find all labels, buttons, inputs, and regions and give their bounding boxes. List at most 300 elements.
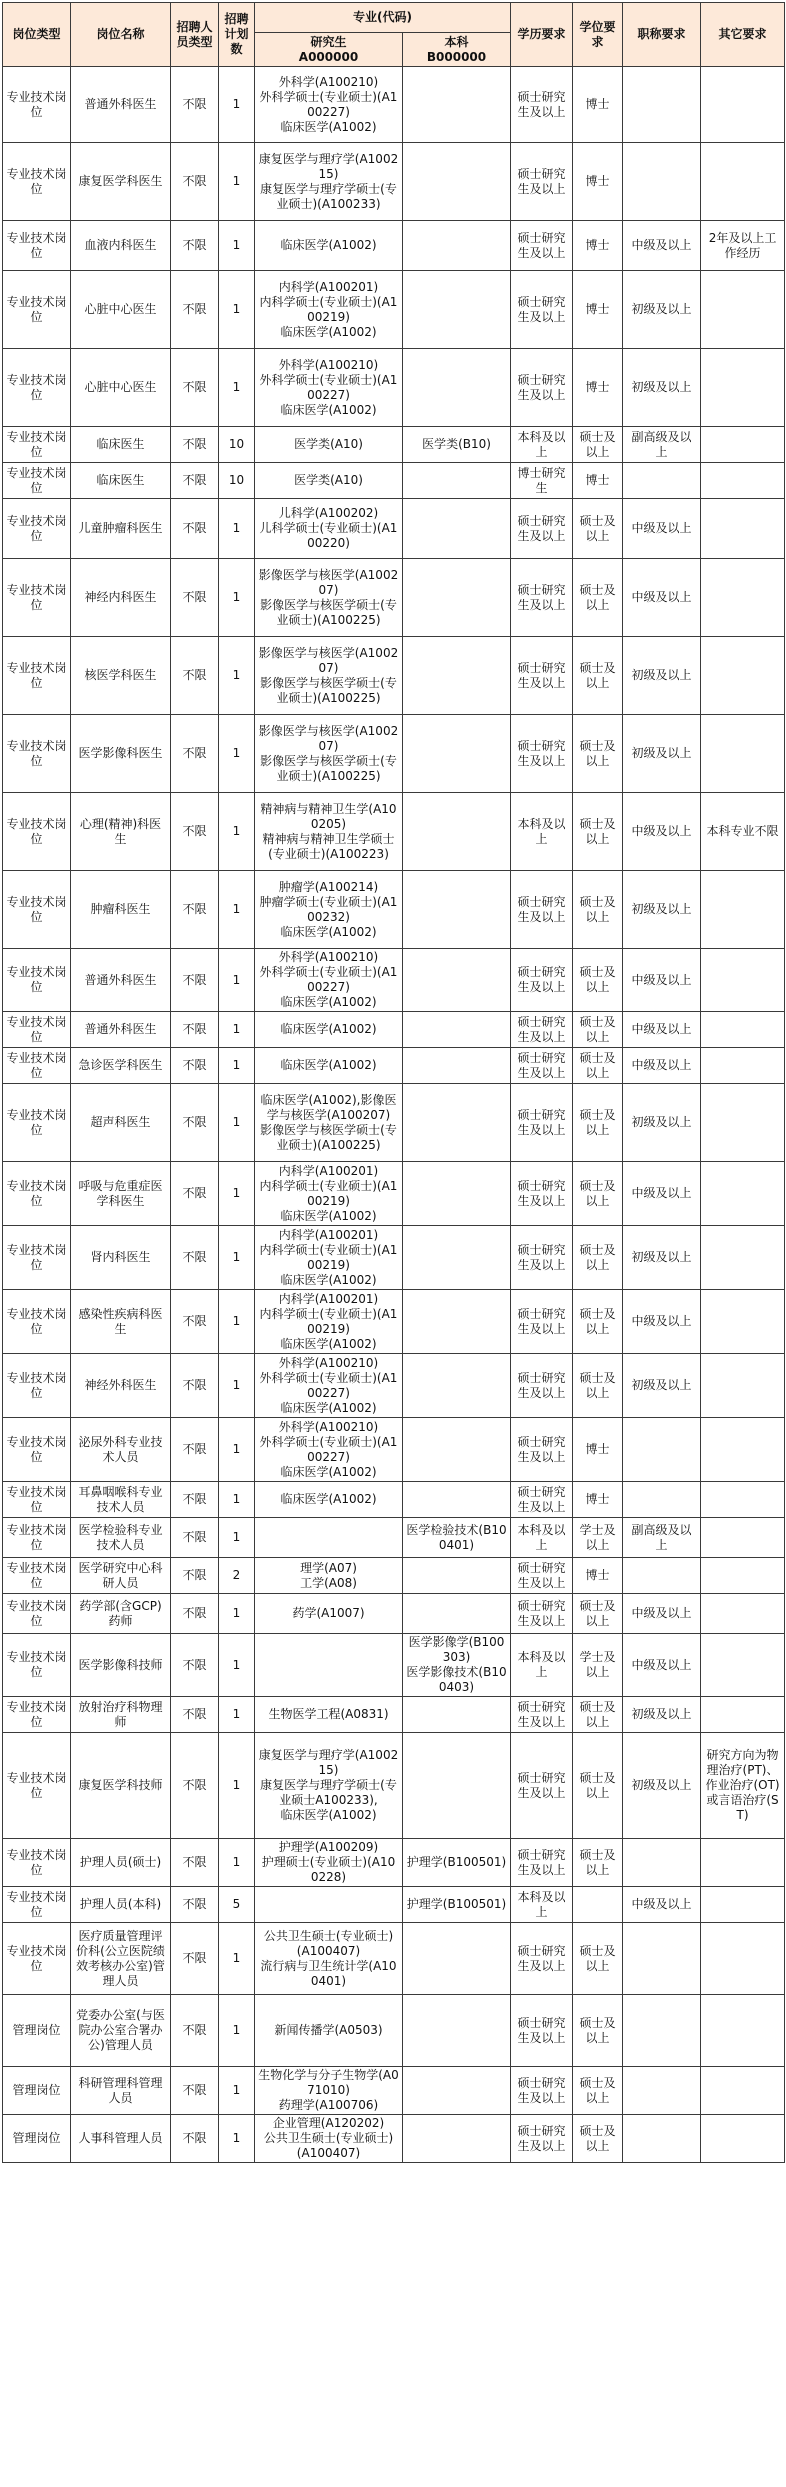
cell-undergrad-major [403,949,511,1012]
cell-plan: 1 [219,1226,255,1290]
cell-edu: 硕士研究生及以上 [511,1995,573,2067]
cell-type: 专业技术岗位 [3,221,71,271]
header-degree: 学位要求 [573,3,623,67]
cell-grad-major: 儿科学(A100202) 儿科学硕士(专业硕士)(A100220) [255,499,403,559]
cell-grad-major: 内科学(A100201) 内科学硕士(专业硕士)(A100219) 临床医学(A1002) [255,271,403,349]
cell-other [701,1482,785,1518]
cell-edu: 硕士研究生及以上 [511,559,573,637]
cell-undergrad-major [403,1162,511,1226]
cell-grad-major: 内科学(A100201) 内科学硕士(专业硕士)(A100219) 临床医学(A1002) [255,1162,403,1226]
cell-undergrad-major [403,2067,511,2115]
cell-plan: 1 [219,221,255,271]
cell-type: 专业技术岗位 [3,793,71,871]
cell-recruit-type: 不限 [171,427,219,463]
cell-name: 普通外科医生 [71,1012,171,1048]
cell-title: 中级及以上 [623,949,701,1012]
cell-type: 专业技术岗位 [3,427,71,463]
cell-name: 心脏中心医生 [71,271,171,349]
cell-recruit-type: 不限 [171,1354,219,1418]
cell-degree: 硕士及以上 [573,1697,623,1733]
header-recruit-type: 招聘人员类型 [171,3,219,67]
cell-plan: 1 [219,715,255,793]
table-row [3,1923,785,1995]
cell-title: 中级及以上 [623,1048,701,1084]
cell-plan: 1 [219,143,255,221]
cell-edu: 本科及以上 [511,1887,573,1923]
cell-plan: 1 [219,499,255,559]
table-row [3,1995,785,2067]
cell-degree: 硕士及以上 [573,499,623,559]
cell-plan: 5 [219,1887,255,1923]
cell-title: 初级及以上 [623,271,701,349]
cell-edu: 硕士研究生及以上 [511,637,573,715]
cell-edu: 硕士研究生及以上 [511,1839,573,1887]
cell-degree: 硕士及以上 [573,1354,623,1418]
cell-name: 放射治疗科物理师 [71,1697,171,1733]
cell-degree: 硕士及以上 [573,1995,623,2067]
cell-grad-major [255,1634,403,1697]
cell-degree: 硕士及以上 [573,637,623,715]
cell-plan: 1 [219,1518,255,1558]
cell-undergrad-major: 护理学(B100501) [403,1887,511,1923]
cell-grad-major: 外科学(A100210) 外科学硕士(专业硕士)(A100227) 临床医学(A1002) [255,949,403,1012]
cell-plan: 1 [219,559,255,637]
cell-type: 专业技术岗位 [3,1482,71,1518]
table-body [3,67,785,2163]
cell-undergrad-major [403,1594,511,1634]
cell-edu: 硕士研究生及以上 [511,1048,573,1084]
cell-recruit-type: 不限 [171,637,219,715]
cell-title: 中级及以上 [623,1594,701,1634]
cell-plan: 2 [219,1558,255,1594]
cell-plan: 1 [219,1354,255,1418]
cell-other [701,2115,785,2163]
cell-edu: 本科及以上 [511,1634,573,1697]
cell-plan: 1 [219,1048,255,1084]
cell-edu: 硕士研究生及以上 [511,1290,573,1354]
cell-title: 副高级及以上 [623,1518,701,1558]
cell-degree: 博士 [573,143,623,221]
cell-grad-major: 药学(A1007) [255,1594,403,1634]
cell-grad-major: 外科学(A100210) 外科学硕士(专业硕士)(A100227) 临床医学(A1002) [255,1418,403,1482]
cell-degree: 硕士及以上 [573,949,623,1012]
cell-type: 专业技术岗位 [3,143,71,221]
cell-other [701,349,785,427]
cell-other [701,143,785,221]
table-row [3,2067,785,2115]
cell-type: 管理岗位 [3,2115,71,2163]
cell-other: 2年及以上工作经历 [701,221,785,271]
cell-grad-major [255,1887,403,1923]
cell-plan: 1 [219,637,255,715]
cell-edu: 硕士研究生及以上 [511,1594,573,1634]
cell-grad-major [255,1518,403,1558]
cell-recruit-type: 不限 [171,271,219,349]
cell-undergrad-major [403,871,511,949]
cell-name: 医疗质量管理评价科(公立医院绩效考核办公室)管理人员 [71,1923,171,1995]
cell-name: 医学研究中心科研人员 [71,1558,171,1594]
cell-degree: 硕士及以上 [573,1226,623,1290]
cell-degree: 学士及以上 [573,1634,623,1697]
cell-plan: 1 [219,1839,255,1887]
header-title: 职称要求 [623,3,701,67]
header-type: 岗位类型 [3,3,71,67]
cell-undergrad-major [403,1733,511,1839]
table-row [3,67,785,143]
cell-undergrad-major [403,1558,511,1594]
cell-recruit-type: 不限 [171,221,219,271]
table-row [3,637,785,715]
cell-edu: 硕士研究生及以上 [511,221,573,271]
cell-title [623,1418,701,1482]
cell-plan: 1 [219,349,255,427]
cell-name: 护理人员(硕士) [71,1839,171,1887]
cell-recruit-type: 不限 [171,1839,219,1887]
cell-recruit-type: 不限 [171,949,219,1012]
cell-title: 初级及以上 [623,1084,701,1162]
cell-title: 中级及以上 [623,1634,701,1697]
cell-edu: 硕士研究生及以上 [511,1733,573,1839]
cell-undergrad-major [403,221,511,271]
table-row [3,1418,785,1482]
cell-edu: 硕士研究生及以上 [511,1697,573,1733]
cell-other [701,271,785,349]
cell-other [701,499,785,559]
cell-grad-major: 精神病与精神卫生学(A100205) 精神病与精神卫生学硕士(专业硕士)(A100223) [255,793,403,871]
cell-grad-major: 内科学(A100201) 内科学硕士(专业硕士)(A100219) 临床医学(A1002) [255,1226,403,1290]
cell-type: 专业技术岗位 [3,1887,71,1923]
cell-type: 专业技术岗位 [3,637,71,715]
cell-degree: 硕士及以上 [573,1733,623,1839]
cell-undergrad-major [403,1226,511,1290]
cell-recruit-type: 不限 [171,1048,219,1084]
cell-type: 专业技术岗位 [3,559,71,637]
table-header [3,3,785,67]
cell-type: 专业技术岗位 [3,1012,71,1048]
cell-edu: 硕士研究生及以上 [511,2067,573,2115]
cell-undergrad-major [403,2115,511,2163]
table-row [3,1594,785,1634]
cell-title [623,67,701,143]
cell-name: 肾内科医生 [71,1226,171,1290]
cell-name: 心理(精神)科医生 [71,793,171,871]
cell-name: 血液内科医生 [71,221,171,271]
cell-undergrad-major [403,1354,511,1418]
cell-grad-major: 内科学(A100201) 内科学硕士(专业硕士)(A100219) 临床医学(A1002) [255,1290,403,1354]
cell-undergrad-major [403,1482,511,1518]
cell-degree: 博士 [573,221,623,271]
cell-degree: 硕士及以上 [573,1839,623,1887]
cell-undergrad-major [403,1418,511,1482]
cell-name: 儿童肿瘤科医生 [71,499,171,559]
cell-grad-major: 护理学(A100209) 护理硕士(专业硕士)(A100228) [255,1839,403,1887]
cell-grad-major: 外科学(A100210) 外科学硕士(专业硕士)(A100227) 临床医学(A1002) [255,1354,403,1418]
cell-degree: 博士 [573,67,623,143]
cell-undergrad-major [403,1084,511,1162]
cell-undergrad-major [403,1923,511,1995]
table-row [3,715,785,793]
cell-title: 中级及以上 [623,221,701,271]
cell-recruit-type: 不限 [171,1558,219,1594]
cell-title: 中级及以上 [623,1290,701,1354]
cell-plan: 1 [219,1697,255,1733]
cell-degree: 博士 [573,1482,623,1518]
cell-grad-major: 影像医学与核医学(A100207) 影像医学与核医学硕士(专业硕士)(A100225) [255,637,403,715]
cell-name: 急诊医学科医生 [71,1048,171,1084]
table-row [3,1839,785,1887]
cell-degree: 硕士及以上 [573,715,623,793]
cell-other [701,715,785,793]
cell-edu: 硕士研究生及以上 [511,67,573,143]
cell-other: 研究方向为物理治疗(PT)、作业治疗(OT)或言语治疗(ST) [701,1733,785,1839]
cell-recruit-type: 不限 [171,559,219,637]
header-undergrad: 本科 B000000 [403,33,511,67]
cell-edu: 本科及以上 [511,427,573,463]
cell-grad-major: 临床医学(A1002),影像医学与核医学(A100207) 影像医学与核医学硕士(专业硕士)(A100225) [255,1084,403,1162]
cell-edu: 硕士研究生及以上 [511,949,573,1012]
cell-degree: 硕士及以上 [573,2067,623,2115]
cell-other [701,1697,785,1733]
header-grad: 研究生 A000000 [255,33,403,67]
cell-undergrad-major [403,463,511,499]
table-row [3,221,785,271]
cell-recruit-type: 不限 [171,2115,219,2163]
cell-type: 专业技术岗位 [3,349,71,427]
cell-type: 管理岗位 [3,1995,71,2067]
cell-name: 科研管理科管理人员 [71,2067,171,2115]
cell-name: 临床医生 [71,463,171,499]
cell-degree: 博士 [573,1418,623,1482]
cell-grad-major: 肿瘤学(A100214) 肿瘤学硕士(专业硕士)(A100232) 临床医学(A1002) [255,871,403,949]
cell-title: 初级及以上 [623,871,701,949]
cell-degree: 硕士及以上 [573,1048,623,1084]
cell-undergrad-major: 医学影像学(B100303) 医学影像技术(B100403) [403,1634,511,1697]
cell-edu: 博士研究生 [511,463,573,499]
cell-other [701,67,785,143]
cell-degree: 博士 [573,463,623,499]
cell-title [623,1923,701,1995]
cell-name: 超声科医生 [71,1084,171,1162]
cell-other [701,1084,785,1162]
cell-undergrad-major [403,499,511,559]
cell-edu: 硕士研究生及以上 [511,871,573,949]
cell-title [623,1558,701,1594]
cell-title [623,2115,701,2163]
cell-type: 专业技术岗位 [3,271,71,349]
cell-degree: 硕士及以上 [573,1923,623,1995]
cell-name: 康复医学科医生 [71,143,171,221]
cell-name: 呼吸与危重症医学科医生 [71,1162,171,1226]
cell-edu: 硕士研究生及以上 [511,1084,573,1162]
cell-undergrad-major [403,1048,511,1084]
cell-degree: 硕士及以上 [573,1290,623,1354]
table-row [3,499,785,559]
cell-edu: 硕士研究生及以上 [511,499,573,559]
cell-type: 专业技术岗位 [3,1558,71,1594]
cell-undergrad-major [403,1697,511,1733]
cell-other [701,1839,785,1887]
cell-edu: 硕士研究生及以上 [511,1012,573,1048]
cell-recruit-type: 不限 [171,463,219,499]
cell-title: 中级及以上 [623,499,701,559]
cell-recruit-type: 不限 [171,1012,219,1048]
cell-grad-major: 医学类(A10) [255,427,403,463]
cell-other [701,637,785,715]
cell-grad-major: 医学类(A10) [255,463,403,499]
cell-plan: 1 [219,67,255,143]
cell-grad-major: 临床医学(A1002) [255,1048,403,1084]
cell-name: 神经外科医生 [71,1354,171,1418]
cell-name: 神经内科医生 [71,559,171,637]
cell-type: 专业技术岗位 [3,463,71,499]
cell-other [701,1923,785,1995]
cell-title [623,463,701,499]
table-row [3,427,785,463]
cell-type: 专业技术岗位 [3,1048,71,1084]
cell-other [701,1226,785,1290]
cell-other [701,1418,785,1482]
cell-edu: 硕士研究生及以上 [511,1162,573,1226]
cell-edu: 硕士研究生及以上 [511,349,573,427]
cell-name: 普通外科医生 [71,949,171,1012]
cell-undergrad-major [403,559,511,637]
cell-recruit-type: 不限 [171,1226,219,1290]
cell-name: 护理人员(本科) [71,1887,171,1923]
cell-title: 初级及以上 [623,1226,701,1290]
cell-degree: 硕士及以上 [573,1594,623,1634]
cell-plan: 1 [219,949,255,1012]
cell-grad-major: 临床医学(A1002) [255,1012,403,1048]
cell-edu: 本科及以上 [511,793,573,871]
header-plan: 招聘计划数 [219,3,255,67]
cell-name: 肿瘤科医生 [71,871,171,949]
cell-degree: 博士 [573,271,623,349]
cell-plan: 1 [219,1482,255,1518]
cell-undergrad-major: 医学类(B10) [403,427,511,463]
cell-undergrad-major [403,271,511,349]
table-row [3,1226,785,1290]
cell-other [701,1048,785,1084]
table-row [3,1518,785,1558]
cell-type: 专业技术岗位 [3,1226,71,1290]
header-major: 专业(代码) [255,3,511,33]
cell-recruit-type: 不限 [171,143,219,221]
cell-other [701,1354,785,1418]
cell-title: 初级及以上 [623,1354,701,1418]
cell-degree: 博士 [573,1558,623,1594]
cell-grad-major: 影像医学与核医学(A100207) 影像医学与核医学硕士(专业硕士)(A100225) [255,715,403,793]
cell-type: 专业技术岗位 [3,715,71,793]
cell-plan: 10 [219,427,255,463]
cell-name: 药学部(含GCP)药师 [71,1594,171,1634]
cell-type: 专业技术岗位 [3,67,71,143]
cell-edu: 硕士研究生及以上 [511,1482,573,1518]
cell-edu: 硕士研究生及以上 [511,1558,573,1594]
cell-grad-major: 影像医学与核医学(A100207) 影像医学与核医学硕士(专业硕士)(A100225) [255,559,403,637]
table-row [3,1482,785,1518]
cell-title: 中级及以上 [623,1162,701,1226]
cell-undergrad-major [403,1995,511,2067]
cell-recruit-type: 不限 [171,2067,219,2115]
cell-recruit-type: 不限 [171,871,219,949]
table-row [3,1048,785,1084]
cell-name: 医学检验科专业技术人员 [71,1518,171,1558]
cell-other [701,559,785,637]
cell-plan: 1 [219,1012,255,1048]
table-row [3,1697,785,1733]
cell-other: 本科专业不限 [701,793,785,871]
cell-other [701,1558,785,1594]
cell-plan: 1 [219,2067,255,2115]
cell-recruit-type: 不限 [171,349,219,427]
cell-edu: 本科及以上 [511,1518,573,1558]
table-row [3,559,785,637]
cell-title [623,2067,701,2115]
cell-other [701,871,785,949]
cell-other [701,1634,785,1697]
cell-other [701,1887,785,1923]
cell-degree: 硕士及以上 [573,427,623,463]
cell-edu: 硕士研究生及以上 [511,1418,573,1482]
cell-grad-major: 康复医学与理疗学(A100215) 康复医学与理疗学硕士(专业硕士A100233), 临床医学(A1002) [255,1733,403,1839]
cell-plan: 1 [219,1594,255,1634]
cell-name: 耳鼻咽喉科专业技术人员 [71,1482,171,1518]
table-row [3,143,785,221]
cell-degree: 硕士及以上 [573,559,623,637]
cell-title: 中级及以上 [623,793,701,871]
cell-edu: 硕士研究生及以上 [511,715,573,793]
cell-degree: 硕士及以上 [573,871,623,949]
cell-undergrad-major [403,143,511,221]
cell-plan: 1 [219,2115,255,2163]
table-row [3,1162,785,1226]
cell-undergrad-major [403,793,511,871]
cell-grad-major: 临床医学(A1002) [255,221,403,271]
table-row [3,949,785,1012]
cell-other [701,1995,785,2067]
cell-degree: 硕士及以上 [573,2115,623,2163]
cell-degree: 学士及以上 [573,1518,623,1558]
cell-type: 专业技术岗位 [3,1733,71,1839]
cell-other [701,949,785,1012]
cell-other [701,1594,785,1634]
cell-recruit-type: 不限 [171,1594,219,1634]
cell-recruit-type: 不限 [171,1162,219,1226]
cell-name: 康复医学科技师 [71,1733,171,1839]
cell-type: 专业技术岗位 [3,1162,71,1226]
table-row [3,349,785,427]
cell-plan: 1 [219,1634,255,1697]
cell-degree: 硕士及以上 [573,793,623,871]
cell-type: 专业技术岗位 [3,1354,71,1418]
cell-title: 初级及以上 [623,637,701,715]
recruitment-table [2,2,785,2163]
cell-name: 感染性疾病科医生 [71,1290,171,1354]
cell-recruit-type: 不限 [171,1697,219,1733]
cell-name: 人事科管理人员 [71,2115,171,2163]
cell-grad-major: 外科学(A100210) 外科学硕士(专业硕士)(A100227) 临床医学(A1002) [255,67,403,143]
cell-recruit-type: 不限 [171,67,219,143]
cell-degree: 硕士及以上 [573,1162,623,1226]
cell-recruit-type: 不限 [171,1634,219,1697]
header-name: 岗位名称 [71,3,171,67]
cell-name: 医学影像科医生 [71,715,171,793]
cell-plan: 1 [219,793,255,871]
table-row [3,1558,785,1594]
cell-recruit-type: 不限 [171,1290,219,1354]
cell-edu: 硕士研究生及以上 [511,143,573,221]
cell-other [701,1290,785,1354]
